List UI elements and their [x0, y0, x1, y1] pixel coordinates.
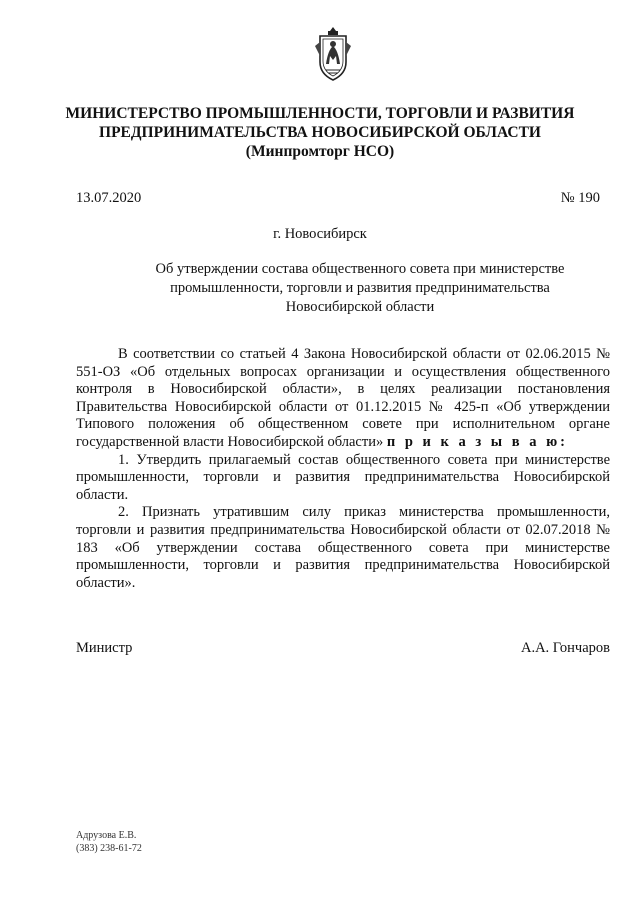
order-preamble — [76, 346, 610, 452]
order-date: 13.07.2020 — [76, 190, 142, 206]
signature-name: А.А. Гончаров — [520, 640, 610, 656]
signature-title: Министр — [76, 640, 133, 656]
order-word: п р и к а з ы в а ю: — [386, 433, 568, 450]
ministry-name-line2: ПРЕДПРИНИМАТЕЛЬСТВА НОВОСИБИРСКОЙ ОБЛАСТИ — [99, 124, 541, 141]
order-city: г. Новосибирск — [273, 226, 367, 242]
executor-name: Адрузова Е.В. — [76, 830, 137, 841]
order-item-1: 1. Утвердить прилагаемый состав общественного совета при министерстве промышленности, торговли и развития предпринимательства Новосибирской области. — [76, 451, 610, 503]
coat-of-arms-icon — [314, 26, 352, 82]
ministry-name-line1: МИНИСТЕРСТВО ПРОМЫШЛЕННОСТИ, ТОРГОВЛИ И РАЗВИТИЯ — [65, 105, 575, 122]
preamble-text: В соответствии со статьей 4 Закона Новосибирской области от 02.06.2015 № 551-ОЗ «Об отдельных вопросах организации и осуществления общественного контроля в Новосибирской области», в целях реализации постановления Правительства Новосибирской области от 01.12.2015 № 425-п «Об утверждении Типового положения об общественном совете при исполнительном органе государственной власти Новосибирской области» — [76, 346, 610, 450]
order-number: № 190 — [560, 190, 600, 206]
executor-info — [76, 829, 142, 855]
order-item-2: 2. Признать утратившим силу приказ министерства промышленности, торговли и развития предпринимательства Новосибирской области от 02.07.2018 № 183 «Об утверждении состава общественного совета при министерстве промышленности, торговли и развития предпринимательства Новосибирской области». — [76, 504, 610, 591]
order-subject: Об утверждении состава общественного совета при министерстве промышленности, торговли и развития предпринимательства Новосибирской области — [155, 261, 565, 315]
ministry-short-name: (Минпромторг НСО) — [245, 143, 395, 160]
executor-phone: (383) 238-61-72 — [76, 843, 142, 854]
order-body — [76, 346, 610, 592]
ministry-heading — [60, 104, 580, 161]
